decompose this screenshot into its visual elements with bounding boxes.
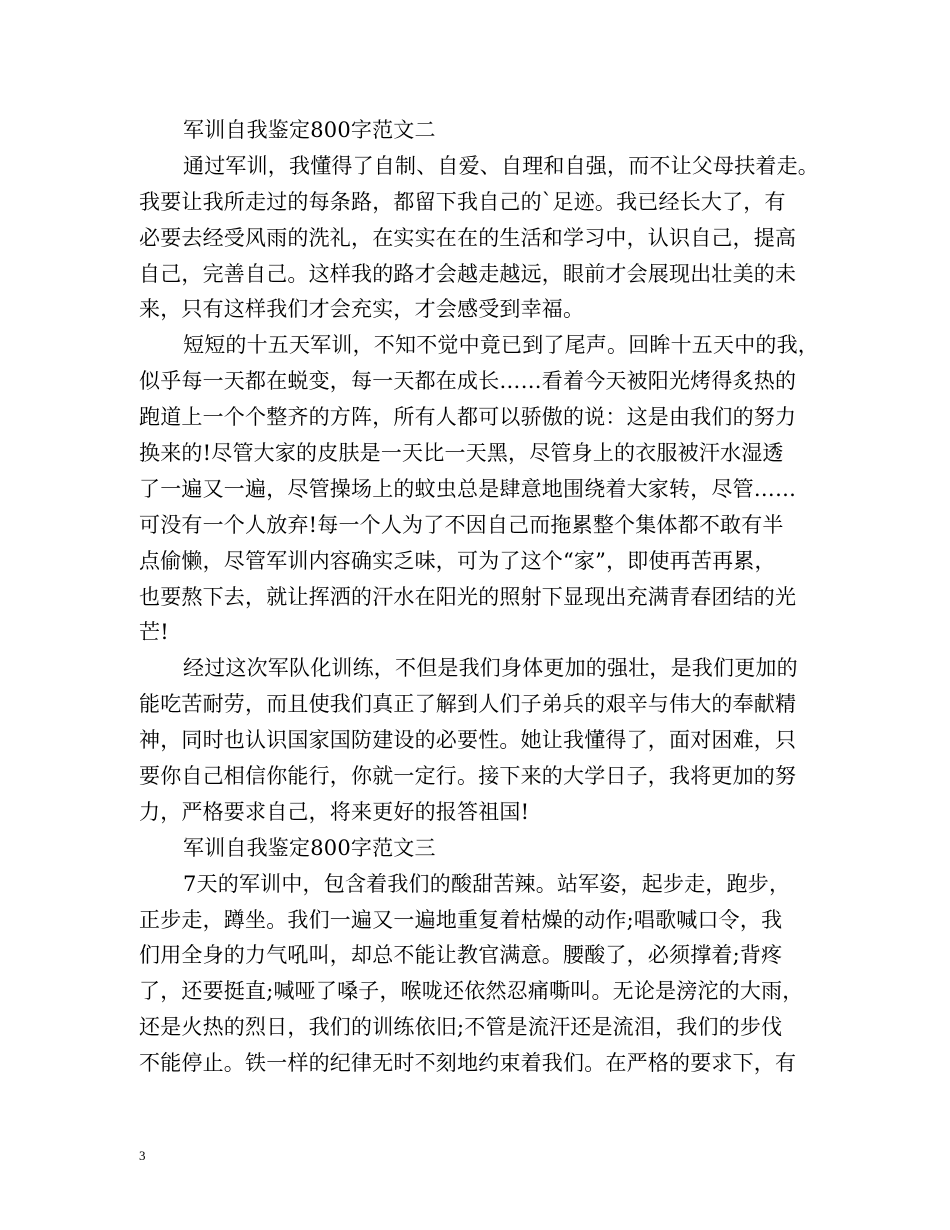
- text-line: 经过这次军队化训练，不但是我们身体更加的强壮，是我们更加的: [183, 656, 798, 681]
- text-line: 跑道上一个个整齐的方阵，所有人都可以骄傲的说：这是由我们的努力: [139, 405, 797, 430]
- text-line: 似乎每一天都在蜕变，每一天都在成长……看着今天被阳光烤得炙热的: [139, 369, 797, 394]
- text-line: 了，还要挺直;喊哑了嗓子，喉咙还依然忍痛嘶叫。无论是滂沱的大雨，: [139, 979, 804, 1004]
- text-line: 来，只有这样我们才会充实，才会感受到幸福。: [139, 297, 585, 322]
- text-line: 军训自我鉴定800字范文二: [183, 118, 436, 142]
- text-line: 军训自我鉴定800字范文三: [183, 835, 436, 860]
- page-number: 3: [139, 1148, 146, 1163]
- text-line: 了一遍又一遍，尽管操场上的蚊虫总是肆意地围绕着大家转，尽管……: [139, 476, 797, 501]
- text-line: 点偷懒，尽管军训内容确实乏味，可为了这个“家”，即使再苦再累，: [139, 548, 776, 573]
- text-line: 芒!: [139, 620, 169, 645]
- text-line: 7天的军训中，包含着我们的酸甜苦辣。站军姿，起步走，跑步，: [183, 871, 791, 896]
- text-line: 正步走，蹲坐。我们一遍又一遍地重复着枯燥的动作;唱歌喊口令，我: [139, 907, 783, 932]
- document-body: [139, 113, 839, 1082]
- text-line: 我要让我所走过的每条路，都留下我自己的`足迹。我已经长大了，有: [139, 189, 786, 214]
- text-line: 通过军训，我懂得了自制、自爱、自理和自强，而不让父母扶着走。: [183, 153, 819, 178]
- text-line: 神，同时也认识国家国防建设的必要性。她让我懂得了，面对困难，只: [139, 728, 797, 753]
- text-line: 短短的十五天军训，不知不觉中竟已到了尾声。回眸十五天中的我，: [183, 333, 819, 358]
- text-line: 换来的!尽管大家的皮肤是一天比一天黑，尽管身上的衣服被汗水湿透: [139, 441, 784, 466]
- text-line: 自己，完善自己。这样我的路才会越走越远，眼前才会展现出壮美的未: [139, 261, 797, 286]
- text-line: 也要熬下去，就让挥洒的汗水在阳光的照射下显现出充满青春团结的光: [139, 584, 797, 609]
- text-line: 们用全身的力气吼叫，却总不能让教官满意。腰酸了，必须撑着;背疼: [139, 943, 783, 968]
- text-line: 要你自己相信你能行，你就一定行。接下来的大学日子，我将更加的努: [139, 764, 797, 789]
- text-line: 可没有一个人放弃!每一个人为了不因自己而拖累整个集体都不敢有半: [139, 512, 784, 537]
- text-line: 必要去经受风雨的洗礼，在实实在在的生活和学习中，认识自己，提高: [139, 225, 797, 250]
- text-line: 能吃苦耐劳，而且使我们真正了解到人们子弟兵的艰辛与伟大的奉献精: [139, 692, 797, 717]
- text-line: 不能停止。铁一样的纪律无时不刻地约束着我们。在严格的要求下，有: [139, 1051, 797, 1076]
- text-line: 力，严格要求自己，将来更好的报答祖国!: [139, 799, 530, 824]
- text-line: 还是火热的烈日，我们的训练依旧;不管是流汗还是流泪，我们的步伐: [139, 1015, 783, 1040]
